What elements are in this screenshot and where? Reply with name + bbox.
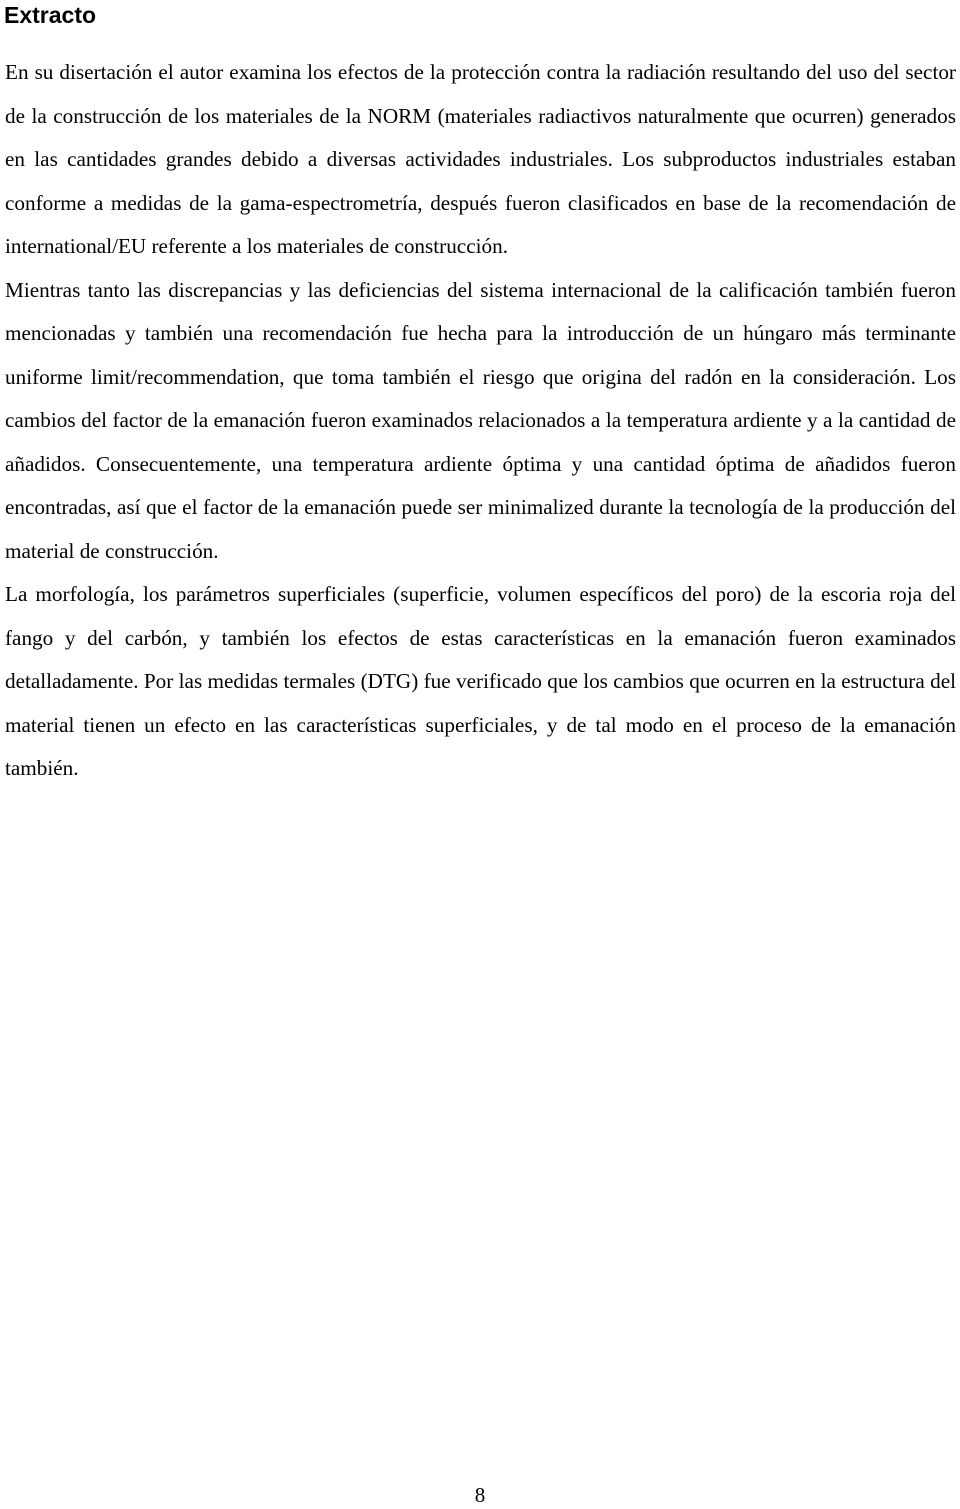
paragraph-2: Mientras tanto las discrepancias y las deficiencias del sistema internacional de la calificación también fueron mencionadas y también una recomendación fue hecha para la introducción de un húngaro más terminante uniforme limit/recommendation, que toma también el riesgo que origina del radón en la consideración. Los cambios del factor de la emanación fueron examinados relacionados a la temperatura ardiente y a la cantidad de añadidos. Consecuentemente, una temperatura ardiente óptima y una cantidad óptima de añadidos fueron encontradas, así que el factor de la emanación puede ser minimalized durante la tecnología de la producción del material de construcción. [5,277,956,563]
paragraph-3: La morfología, los parámetros superficiales (superficie, volumen específicos del poro) de la escoria roja del fango y del carbón, y también los efectos de estas características en la emanación fueron examinados detalladamente. Por las medidas termales (DTG) fue verificado que los cambios que ocurren en la estructura del material tienen un efecto en las características superficiales, y de tal modo en el proceso de la emanación también. [5,582,956,780]
abstract-body [5,51,956,791]
section-heading: Extracto [4,2,97,28]
page-number: 8 [474,1483,486,1507]
paragraph-1: En su disertación el autor examina los efectos de la protección contra la radiación resultando del uso del sector de la construcción de los materiales de la NORM (materiales radiactivos naturalmente que ocurren) generados en las cantidades grandes debido a diversas actividades industriales. Los subproductos industriales estaban conforme a medidas de la gama-espectrometría, después fueron clasificados en base de la recomendación de international/EU referente a los materiales de construcción. [5,60,956,258]
